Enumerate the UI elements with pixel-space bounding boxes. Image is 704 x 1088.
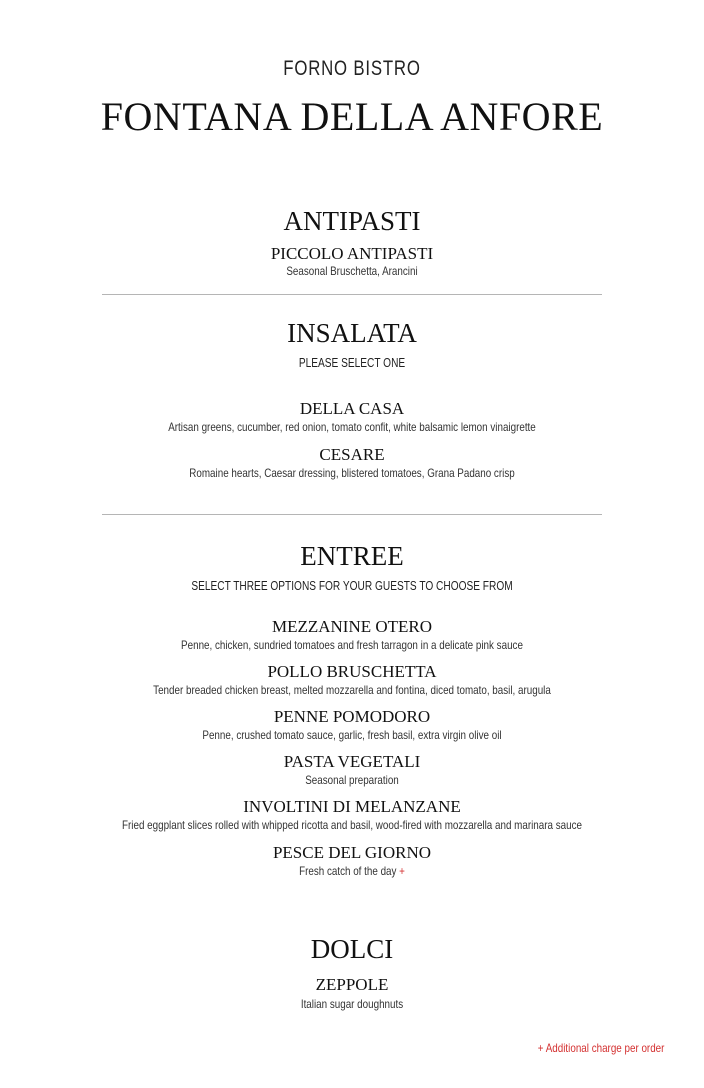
section-title-antipasti: ANTIPASTI xyxy=(283,206,421,236)
restaurant-title: FONTANA DELLA ANFORE xyxy=(100,94,604,139)
menu-item-description: Seasonal Bruschetta, Arancini xyxy=(286,264,418,278)
section-divider xyxy=(102,294,602,295)
menu-item-description: Penne, chicken, sundried tomatoes and fresh tarragon in a delicate pink sauce xyxy=(181,638,523,652)
section-subtitle: PLEASE SELECT ONE xyxy=(298,355,406,370)
menu-item-description: Italian sugar doughnuts xyxy=(300,997,404,1011)
menu-item-name: PASTA VEGETALI xyxy=(283,752,421,771)
menu-item-description: Fresh catch of the day xyxy=(299,864,397,878)
section-divider xyxy=(102,514,602,515)
menu-item-description: Artisan greens, cucumber, red onion, tomato confit, white balsamic lemon vinaigrette xyxy=(168,420,536,434)
menu-item-description: Romaine hearts, Caesar dressing, blistered tomatoes, Grana Padano crisp xyxy=(189,466,515,480)
section-title-entree: ENTREE xyxy=(300,541,404,571)
section-subtitle: SELECT THREE OPTIONS FOR YOUR GUESTS TO CHOOSE FROM xyxy=(191,578,513,593)
additional-charge-marker: + xyxy=(399,864,405,878)
menu-item-name: INVOLTINI DI MELANZANE xyxy=(243,797,461,816)
menu-item-name: ZEPPOLE xyxy=(315,975,389,994)
menu-item-description-row xyxy=(63,864,640,878)
menu-item-description: Penne, crushed tomato sauce, garlic, fresh basil, extra virgin olive oil xyxy=(202,728,502,742)
menu-item-name: PICCOLO ANTIPASTI xyxy=(270,244,434,263)
section-title-dolci: DOLCI xyxy=(310,934,394,964)
menu-item-name: DELLA CASA xyxy=(299,399,405,418)
menu-item-description: Fried eggplant slices rolled with whipped ricotta and basil, wood-fired with mozzarella and marinara sauce xyxy=(122,818,582,832)
menu-item-name: PENNE POMODORO xyxy=(273,707,431,726)
menu-item-name: MEZZANINE OTERO xyxy=(271,617,433,636)
menu-item-name: POLLO BRUSCHETTA xyxy=(267,662,437,681)
menu-item-name: PESCE DEL GIORNO xyxy=(272,843,432,862)
section-title-insalata: INSALATA xyxy=(287,318,417,348)
additional-charge-footnote: + Additional charge per order xyxy=(537,1041,664,1055)
menu-item-description: Tender breaded chicken breast, melted mozzarella and fontina, diced tomato, basil, arugula xyxy=(153,683,551,697)
menu-item-name: CESARE xyxy=(319,445,385,464)
menu-item-description: Seasonal preparation xyxy=(305,773,399,787)
brand-name: FORNO BISTRO xyxy=(283,57,421,80)
